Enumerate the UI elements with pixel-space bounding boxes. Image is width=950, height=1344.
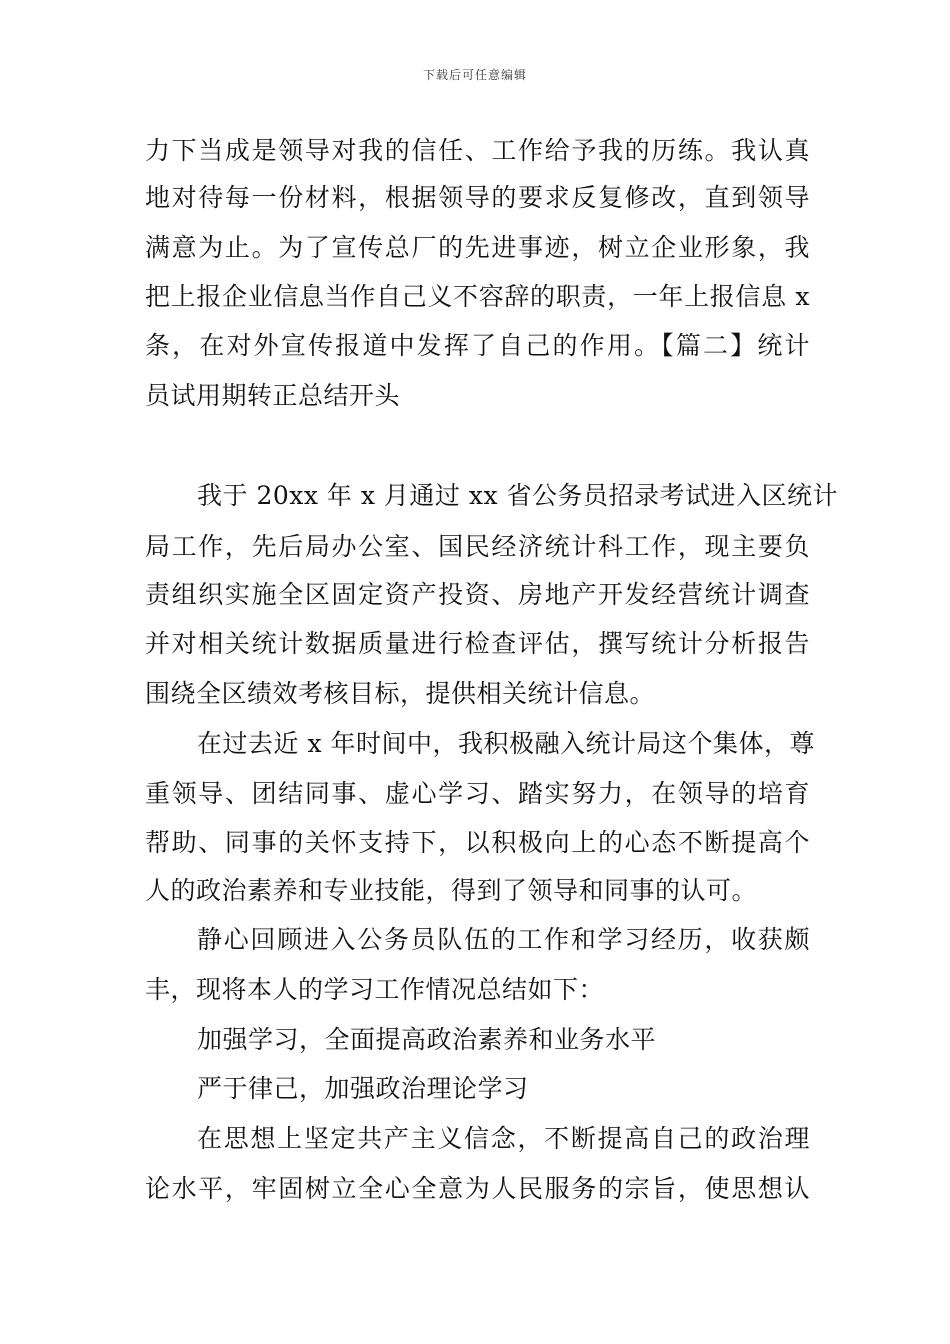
text-line: 丰，现将本人的学习工作情况总结如下： xyxy=(145,975,605,1004)
text-line: 条，在对外宣传报道中发挥了自己的作用。【篇二】统计 xyxy=(145,331,810,360)
text-line: 我于 20xx 年 x 月通过 xx 省公务员招录考试进入区统计 xyxy=(197,481,838,510)
text-line: 地对待每一份材料，根据领导的要求反复修改，直到领导 xyxy=(145,183,810,212)
text-line: 人的政治素养和专业技能，得到了领导和同事的认可。 xyxy=(145,876,758,905)
text-line: 并对相关统计数据质量进行检查评估，撰写统计分析报告 xyxy=(145,629,810,658)
text-line: 力下当成是领导对我的信任、工作给予我的历练。我认真 xyxy=(145,136,810,165)
page-header-note: 下载后可任意编辑 xyxy=(422,68,527,82)
text-line: 论水平，牢固树立全心全意为人民服务的宗旨，使思想认 xyxy=(145,1174,810,1203)
text-line: 静心回顾进入公务员队伍的工作和学习经历，收获颇 xyxy=(197,925,810,954)
text-line: 围绕全区绩效考核目标，提供相关统计信息。 xyxy=(145,679,656,708)
text-line: 在思想上坚定共产主义信念，不断提高自己的政治理 xyxy=(197,1124,810,1153)
text-line: 责组织实施全区固定资产投资、房地产开发经营统计调查 xyxy=(145,580,810,609)
text-line: 满意为止。为了宣传总厂的先进事迹，树立企业形象，我 xyxy=(145,233,810,262)
text-line: 在过去近 x 年时间中，我积极融入统计局这个集体，尊 xyxy=(197,729,815,758)
text-line: 加强学习，全面提高政治素养和业务水平 xyxy=(197,1025,657,1054)
text-line: 重领导、团结同事、虚心学习、踏实努力，在领导的培育 xyxy=(145,779,810,808)
text-line: 局工作，先后局办公室、国民经济统计科工作，现主要负 xyxy=(145,532,810,561)
text-line: 把上报企业信息当作自己义不容辞的职责，一年上报信息 x xyxy=(145,282,810,311)
text-line: 员试用期转正总结开头 xyxy=(145,381,401,410)
text-line: 严于律己，加强政治理论学习 xyxy=(197,1074,529,1103)
text-line: 帮助、同事的关怀支持下，以积极向上的心态不断提高个 xyxy=(145,828,810,857)
